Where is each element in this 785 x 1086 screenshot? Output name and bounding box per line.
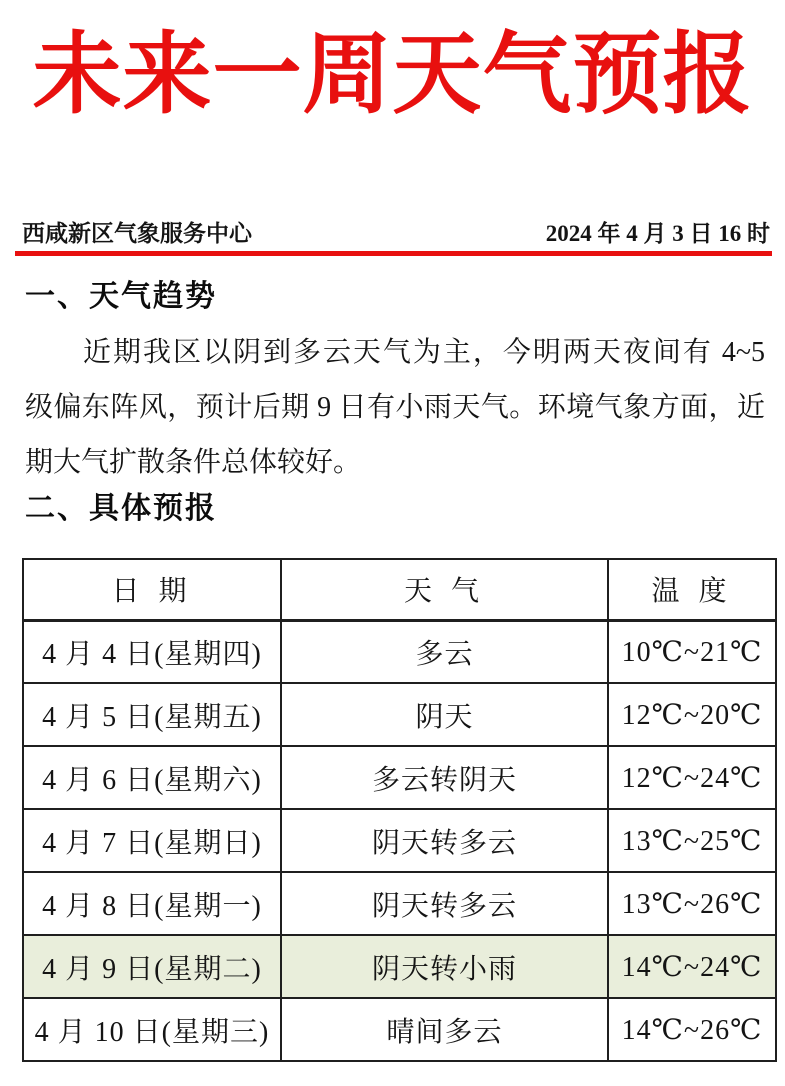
- trend-paragraph: [25, 325, 765, 490]
- forecast-row: [23, 683, 776, 746]
- weather-cell: 阴天转多云: [281, 872, 608, 935]
- issuer-name: 西咸新区气象服务中心: [22, 221, 252, 246]
- issue-datetime: 2024 年 4 月 3 日 16 时: [545, 221, 770, 246]
- section-heading-forecast: 二、具体预报: [25, 492, 217, 525]
- trend-line-2: 级偏东阵风，预计后期 9 日有小雨天气。环境气象方面，近: [25, 392, 765, 423]
- weather-cell: 多云: [281, 620, 608, 683]
- date-cell: 4 月 9 日(星期二): [23, 935, 281, 998]
- forecast-header-row: [23, 559, 776, 620]
- date-cell: 4 月 8 日(星期一): [23, 872, 281, 935]
- header-date: 日 期: [23, 559, 281, 620]
- trend-line-3: 期大气扩散条件总体较好。: [25, 447, 362, 478]
- temperature-cell: 13℃~26℃: [608, 872, 776, 935]
- weather-cell: 晴间多云: [281, 998, 608, 1061]
- weather-cell: 多云转阴天: [281, 746, 608, 809]
- temperature-cell: 13℃~25℃: [608, 809, 776, 872]
- forecast-row: [23, 809, 776, 872]
- date-cell: 4 月 4 日(星期四): [23, 620, 281, 683]
- weather-cell: 阴天转多云: [281, 809, 608, 872]
- section-heading-trend: 一、天气趋势: [25, 280, 217, 313]
- temperature-cell: 14℃~26℃: [608, 998, 776, 1061]
- forecast-row-highlighted: [23, 935, 776, 998]
- date-cell: 4 月 6 日(星期六): [23, 746, 281, 809]
- temperature-cell: 10℃~21℃: [608, 620, 776, 683]
- forecast-row: [23, 998, 776, 1061]
- forecast-table: [22, 558, 777, 1062]
- date-cell: 4 月 5 日(星期五): [23, 683, 281, 746]
- forecast-row: [23, 746, 776, 809]
- temperature-cell: 14℃~24℃: [608, 935, 776, 998]
- header-temperature: 温 度: [608, 559, 776, 620]
- trend-line-1: 近期我区以阴到多云天气为主，今明两天夜间有 4~5: [83, 337, 765, 368]
- weather-cell: 阴天转小雨: [281, 935, 608, 998]
- forecast-row: [23, 620, 776, 683]
- document-title: 未来一周天气预报: [32, 24, 753, 124]
- date-cell: 4 月 7 日(星期日): [23, 809, 281, 872]
- meta-row: [15, 220, 772, 256]
- header-weather: 天 气: [281, 559, 608, 620]
- date-cell: 4 月 10 日(星期三): [23, 998, 281, 1061]
- temperature-cell: 12℃~20℃: [608, 683, 776, 746]
- temperature-cell: 12℃~24℃: [608, 746, 776, 809]
- weather-cell: 阴天: [281, 683, 608, 746]
- forecast-row: [23, 872, 776, 935]
